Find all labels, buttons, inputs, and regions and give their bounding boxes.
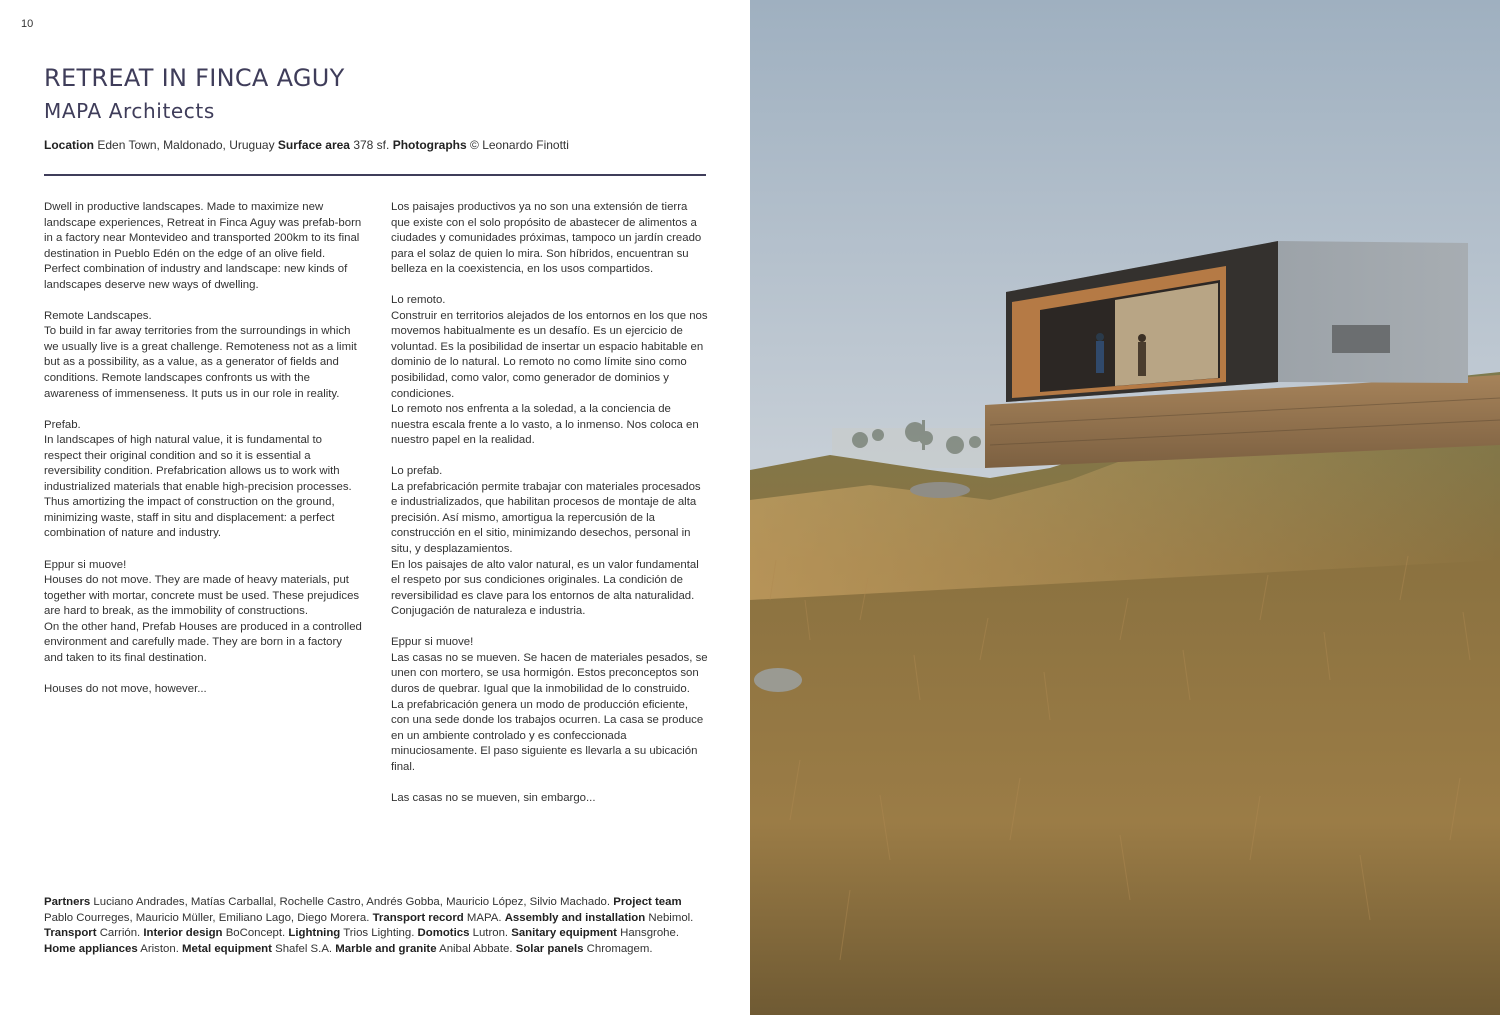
person-body [1096,341,1104,373]
partner-value: Shafel S.A. [275,942,333,955]
person-body [1138,342,1146,376]
body-paragraph: Houses do not move, however... [44,682,207,695]
partner-value: Nebimol. [648,911,694,924]
partner-label: Lightning [288,927,341,940]
partner-label: Project team [613,896,682,908]
body-paragraph: Eppur si muove! Houses do not move. They are made of heavy materials, put together with mortar, concrete must be used. These prejudices are hard to break, as the immobility of constructions. On the other hand, Prefab Houses are produced in a controlled environment and carefully made. They are born in a factory and taken to its final destination. [44,558,362,664]
project-credits [44,138,569,152]
partner-value: Ariston. [140,942,179,955]
body-paragraph: Remote Landscapes. To build in far away territories from the surroundings in which we usually live is a great challenge. Remoteness not as a limit but as a possibility, as a value, as a generator of fields and conditions. Remote landscapes confronts us with the awareness of immenseness. It puts us in our role in reality. [44,309,357,400]
article-title: RETREAT IN FINCA AGUY [44,64,345,92]
partner-label: Interior design [143,927,223,940]
architect-name: MAPA Architects [44,99,215,123]
partner-value: MAPA. [466,911,502,924]
partner-label: Metal equipment [182,942,272,955]
credit-value: Eden Town, Maldonado, Uruguay [97,138,275,152]
person [1096,333,1104,341]
house-photograph [750,0,1500,1015]
window-glow [1115,283,1218,386]
partner-label: Transport [44,927,97,940]
credit-label: Surface area [277,138,350,152]
english-text-column [44,200,362,698]
body-paragraph: Lo remoto. Construir en territorios alejados de los entornos en los que nos movemos habitualmente es un desafío. Es un ejercicio de voluntad. Es la posibilidad de insertar un espacio habitable en dominio de lo natural. Lo remoto no como límite sino como posibilidad, como valor, como generador de dominios y condiciones. Lo remoto nos enfrenta a la soledad, a la conciencia de nuestra escala frente a lo vasto, a lo inmenso. Nos coloca en nuestro papel en la realidad. [391,294,708,447]
photo-illustration [750,0,1500,1015]
partner-value: Carrión. [99,927,141,940]
partner-label: Transport record [372,911,464,924]
credit-value: 378 sf. [353,138,390,152]
partner-value: Chromagem. [586,942,653,955]
partner-value: Trios Lighting. [343,927,415,940]
partner-value: Hansgrohe. [620,927,680,940]
partner-label: Home appliances [44,942,138,955]
page-number: 10 [21,18,34,30]
partner-value: Luciano Andrades, Matías Carballal, Rochelle Castro, Andrés Gobba, Mauricio López, Silvio Machado. [93,896,611,908]
body-paragraph: Lo prefab. La prefabricación permite trabajar con materiales procesados e industrializados, que habilitan procesos de montaje de alta precisión. Así mismo, amortigua la repercusión de la construcción en el sitio, minimizando desechos, personal in situ, y desplazamientos. En los paisajes de alto valor natural, es un valor fundamental el respeto por sus condiciones originales. La condición de reversibilidad es clave para los entornos de alta naturalidad. Conjugación de naturaleza e industria. [391,465,701,618]
person [1138,334,1146,342]
spanish-text-column [391,200,709,806]
credit-value: © Leonardo Finotti [470,138,569,152]
credit-label: Location [44,138,94,152]
body-paragraph: Prefab. In landscapes of high natural value, it is fundamental to respect their original condition and so it is essential a reversibility condition. Prefabrication allows us to work with industrialized materials that enable high-precision processes. Thus amortizing the impact of construction on the ground, minimizing waste, staff in situ and displacement: a perfect combination of nature and industry. [44,418,352,540]
partners-credits [44,895,704,957]
partner-value: Anibal Abbate. [439,942,513,955]
partner-label: Sanitary equipment [511,927,617,940]
side-window [1332,325,1390,353]
partner-value: BoConcept. [225,927,286,940]
credit-label: Photographs [392,138,467,152]
body-paragraph: Las casas no se mueven, sin embargo... [391,791,596,804]
body-paragraph: Eppur si muove! Las casas no se mueven. Se hacen de materiales pesados, se unen con mortero, se usa hormigón. Estos preconceptos son duros de quebrar. Igual que la inmobilidad de lo construido. La prefabricación genera un modo de producción eficiente, con una sede donde los trabajos ocurren. La casa se produce en un ambiente controlado y es confeccionada minuciosamente. El paso siguiente es llevarla a su ubicación final. [391,636,708,773]
partner-value: Pablo Courreges, Mauricio Müller, Emiliano Lago, Diego Morera. [44,911,370,924]
body-paragraph: Los paisajes productivos ya no son una extensión de tierra que existe con el solo propósito de abastecer de alimentos a ciudades y comunidades próximas, tampoco un jardín creado para el solaz de quien lo mira. Son híbridos, encuentran su belleza en la coexistencia, en los usos compartidos. [391,201,702,276]
partner-label: Solar panels [515,942,584,955]
title-divider [44,174,706,176]
partner-label: Assembly and installation [504,911,646,924]
partner-value: Lutron. [472,927,509,940]
partner-label: Marble and granite [335,942,437,955]
body-paragraph: Dwell in productive landscapes. Made to maximize new landscape experiences, Retreat in Finca Aguy was prefab-born in a factory near Montevideo and transported 200km to its final destination in Pueblo Edén on the edge of an olive field. Perfect combination of industry and landscape: new kinds of landscapes deserve new ways of dwelling. [44,201,362,291]
partner-label: Partners [44,896,91,908]
partner-label: Domotics [417,927,470,940]
